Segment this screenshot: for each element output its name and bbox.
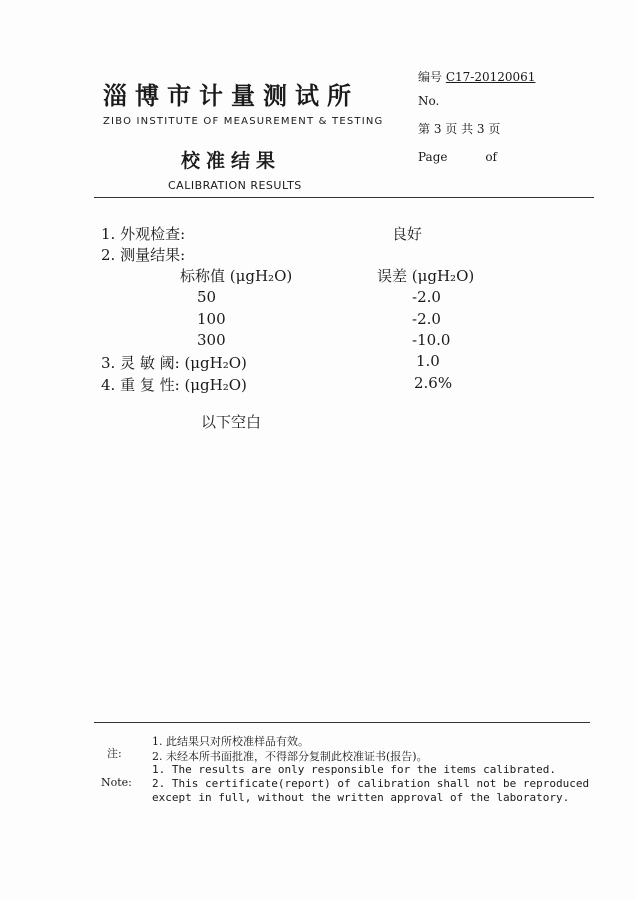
measurement-results-label: 2. 测量结果:: [101, 246, 186, 264]
nominal-value: 100: [197, 310, 226, 328]
column-header-nominal: 标称值 (μgH₂O): [180, 267, 293, 285]
error-value: -2.0: [412, 288, 441, 306]
column-header-error: 误差 (μgH₂O): [377, 267, 475, 285]
error-value: -10.0: [412, 331, 451, 349]
note-en-2: 2. This certificate(report) of calibration shall not be reproduced: [152, 777, 590, 790]
certificate-number-label: 编号: [418, 70, 443, 84]
appearance-check-label: 1. 外观检查:: [101, 225, 186, 243]
repeatability-label: 4. 重 复 性: (μgH₂O): [101, 376, 247, 394]
institute-name-en: ZIBO INSTITUTE OF MEASUREMENT & TESTING: [103, 116, 384, 127]
certificate-number: [418, 68, 535, 85]
header-divider: [94, 197, 594, 198]
nominal-value: 300: [197, 331, 226, 349]
repeatability-value: 2.6%: [414, 374, 453, 392]
note-label-en: Note:: [101, 776, 132, 789]
page-indicator-en: [418, 150, 497, 164]
nominal-value: 50: [197, 288, 217, 306]
certificate-number-value: C17-20120061: [445, 70, 536, 84]
note-cn-2: 2. 未经本所书面批准，不得部分复制此校准证书(报告)。: [152, 750, 428, 763]
institute-name-cn: 淄博市计量测试所: [103, 81, 359, 110]
of-label-en: of: [485, 150, 497, 164]
page-title-cn: 校准结果: [181, 150, 282, 172]
sensitivity-threshold-label: 3. 灵 敏 阈: (μgH₂O): [101, 354, 247, 372]
footer-divider: [94, 722, 590, 723]
page-title-en: CALIBRATION RESULTS: [168, 179, 302, 192]
note-label-cn: 注:: [107, 747, 122, 760]
note-en-3: except in full, without the written approval of the laboratory.: [152, 791, 570, 804]
page-label-en: Page: [418, 150, 448, 164]
sensitivity-threshold-value: 1.0: [416, 352, 440, 370]
appearance-check-value: 良好: [392, 225, 423, 243]
error-value: -2.0: [412, 310, 441, 328]
blank-below-note: 以下空白: [201, 413, 262, 431]
note-en-1: 1. The results are only responsible for the items calibrated.: [152, 763, 556, 776]
page-indicator-cn: 第 3 页 共 3 页: [418, 122, 501, 136]
certificate-number-label-en: No.: [418, 94, 440, 108]
note-cn-1: 1. 此结果只对所校准样品有效。: [152, 735, 309, 748]
